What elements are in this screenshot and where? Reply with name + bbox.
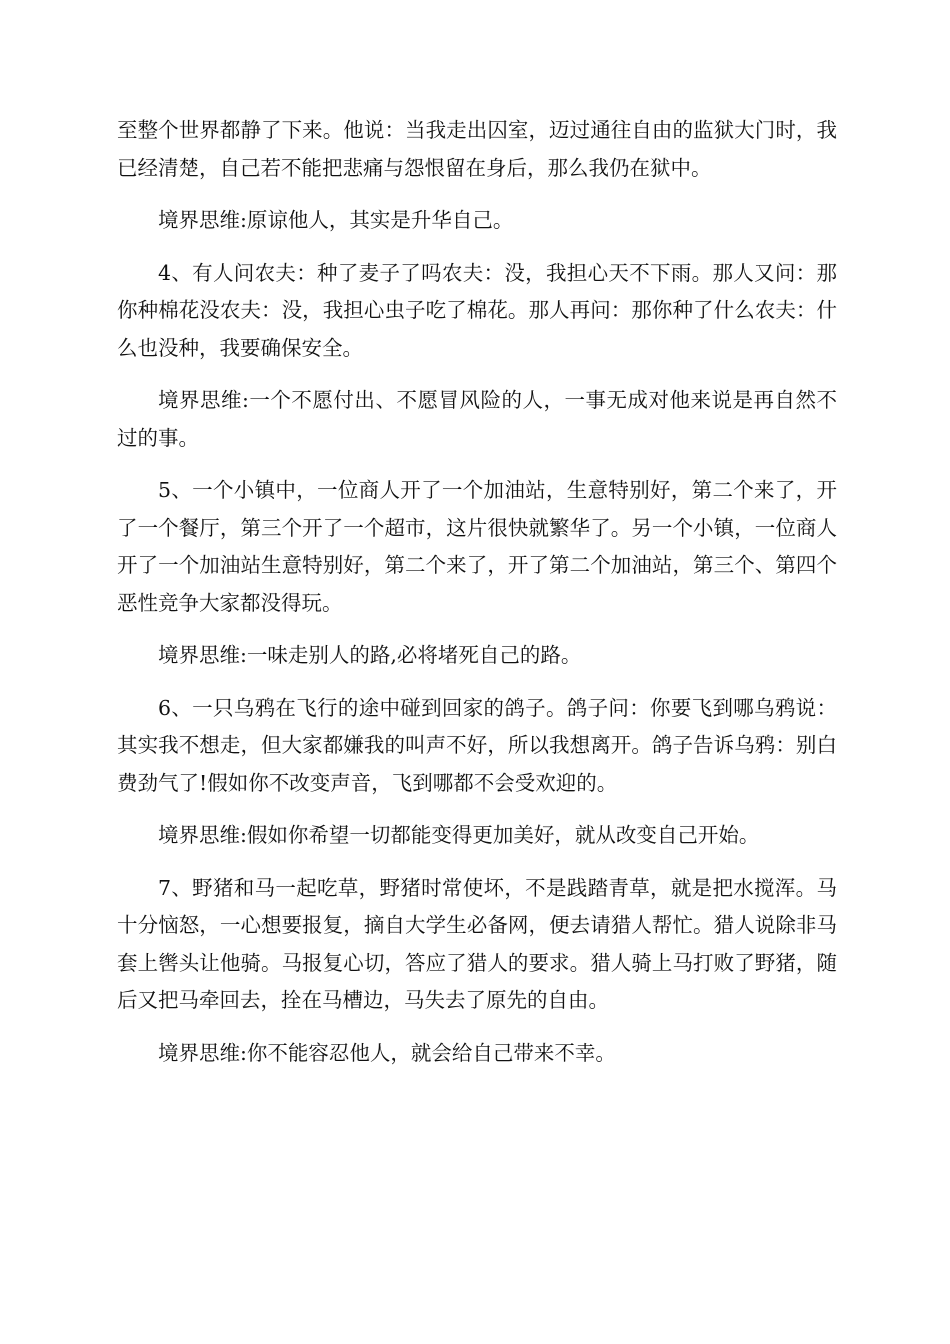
reflection-paragraph: 境界思维:原谅他人，其实是升华自己。 [158, 208, 514, 232]
paragraph-continuation: 至整个世界都静了下来。他说：当我走出囚室，迈过通往自由的监狱大门时，我已经清楚，自己若不能把悲痛与怨恨留在身后，那么我仍在狱中。 [117, 118, 837, 180]
reflection-paragraph: 境界思维:一味走别人的路,必将堵死自己的路。 [158, 643, 582, 667]
reflection-paragraph: 境界思维:一个不愿付出、不愿冒风险的人，一事无成对他来说是再自然不过的事。 [117, 388, 837, 450]
story-paragraph-6: 6、一只乌鸦在飞行的途中碰到回家的鸽子。鸽子问：你要飞到哪乌鸦说：其实我不想走，但大家都嫌我的叫声不好，所以我想离开。鸽子告诉乌鸦：别白费劲气了!假如你不改变声音，飞到哪都不会受欢迎的。 [117, 695, 837, 795]
story-paragraph-4: 4、有人问农夫：种了麦子了吗农夫：没，我担心天不下雨。那人又问：那你种棉花没农夫：没，我担心虫子吃了棉花。那人再问：那你种了什么农夫：什么也没种，我要确保安全。 [117, 260, 837, 360]
story-paragraph-7: 7、野猪和马一起吃草，野猪时常使坏，不是践踏青草，就是把水搅浑。马十分恼怒，一心想要报复，摘自大学生必备网，便去请猎人帮忙。猎人说除非马套上辔头让他骑。马报复心切，答应了猎人的要求。猎人骑上马打败了野猪，随后又把马牵回去，拴在马槽边，马失去了原先的自由。 [117, 875, 837, 1012]
reflection-paragraph: 境界思维:你不能容忍他人，就会给自己带来不幸。 [158, 1040, 616, 1065]
reflection-paragraph: 境界思维:假如你希望一切都能变得更加美好，就从改变自己开始。 [158, 823, 760, 847]
story-paragraph-5: 5、一个小镇中，一位商人开了一个加油站，生意特别好，第二个来了，开了一个餐厅，第三个开了一个超市，这片很快就繁华了。另一个小镇，一位商人开了一个加油站生意特别好，第二个来了，开了第二个加油站，第三个、第四个恶性竞争大家都没得玩。 [117, 478, 837, 615]
document-body [117, 112, 837, 1087]
